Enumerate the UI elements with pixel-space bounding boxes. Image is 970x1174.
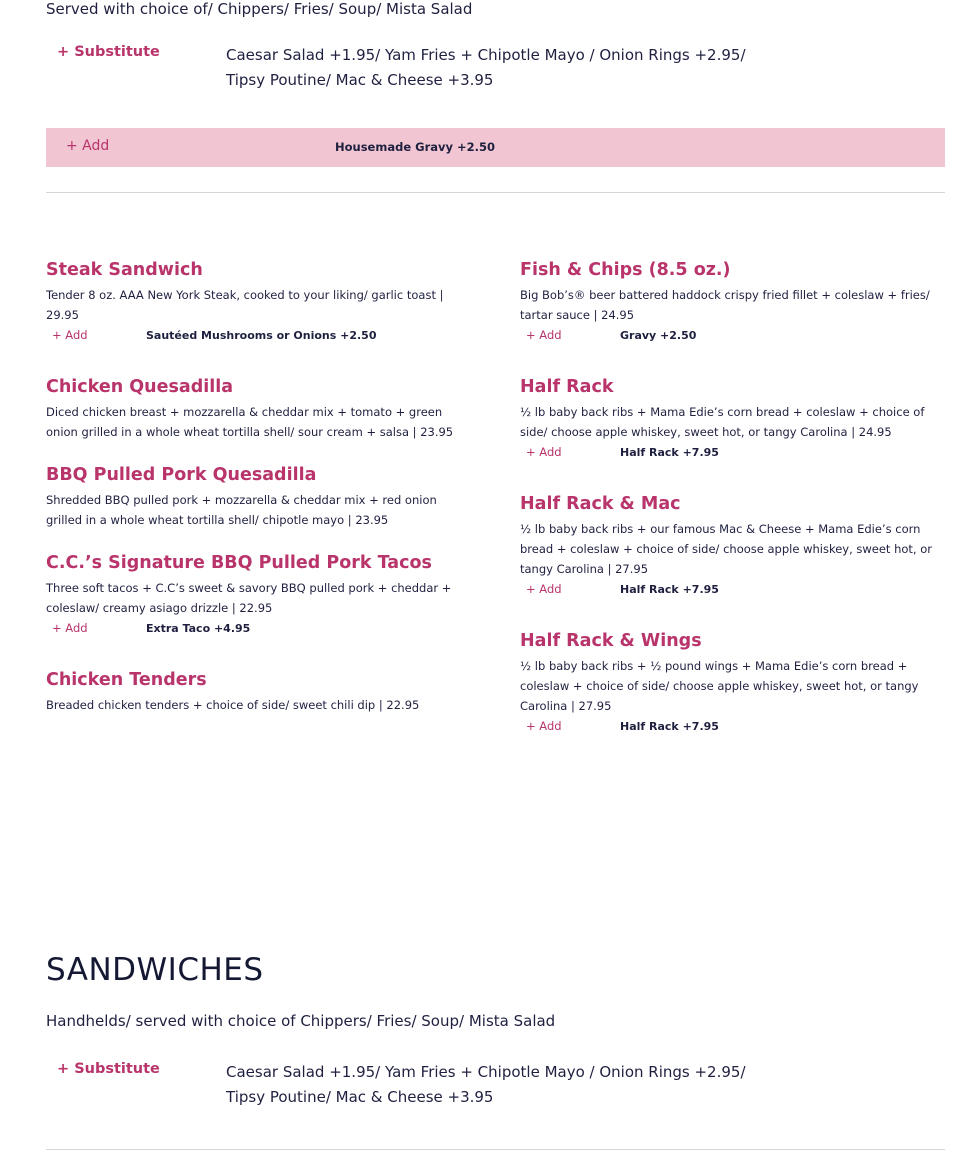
add-label: + Add bbox=[52, 328, 88, 342]
item-description: ½ lb baby back ribs + Mama Edie’s corn bread + coleslaw + choice of side/ choose apple whiskey, sweet hot, or tangy Carolina | 24.95 bbox=[520, 405, 925, 439]
add-label: + Add bbox=[526, 328, 562, 342]
add-value: Half Rack +7.95 bbox=[620, 583, 719, 596]
section-title: SANDWICHES bbox=[46, 952, 264, 988]
add-on-row bbox=[46, 326, 476, 348]
add-label: + Add bbox=[526, 445, 562, 459]
item-name: Half Rack & Wings bbox=[520, 631, 702, 651]
menu-item-chicken-quesadilla bbox=[46, 375, 476, 442]
item-name: Chicken Quesadilla bbox=[46, 377, 234, 397]
menu-item-half-rack-and-wings bbox=[520, 629, 945, 739]
item-description: Three soft tacos + C.C’s sweet & savory BBQ pulled pork + cheddar + coleslaw/ creamy asiago drizzle | 22.95 bbox=[46, 581, 452, 615]
add-label: + Add bbox=[66, 138, 110, 154]
item-description: Diced chicken breast + mozzarella & cheddar mix + tomato + green onion grilled in a whole wheat tortilla shell/ sour cream + salsa | 23.95 bbox=[46, 405, 454, 439]
section-subtitle: Handhelds/ served with choice of Chippers/ Fries/ Soup/ Mista Salad bbox=[46, 1012, 556, 1030]
add-on-row bbox=[520, 443, 945, 465]
item-description: Big Bob’s® beer battered haddock crispy fried fillet + coleslaw + fries/ tartar sauce | 24.95 bbox=[520, 288, 930, 322]
item-description: ½ lb baby back ribs + our famous Mac & Cheese + Mama Edie’s corn bread + coleslaw + choice of side/ choose apple whiskey, sweet hot, or tangy Carolina | 27.95 bbox=[520, 522, 933, 576]
menu-item-chicken-tenders bbox=[46, 668, 476, 715]
add-value: Housemade Gravy +2.50 bbox=[335, 140, 496, 154]
item-name: Steak Sandwich bbox=[46, 260, 203, 280]
item-description: Shredded BBQ pulled pork + mozzarella & cheddar mix + red onion grilled in a whole wheat tortilla shell/ chipotle mayo | 23.95 bbox=[46, 493, 437, 527]
divider bbox=[46, 192, 945, 193]
add-value: Half Rack +7.95 bbox=[620, 720, 719, 733]
menu-item-fish-and-chips bbox=[520, 258, 945, 348]
add-gravy-band bbox=[46, 128, 945, 167]
substitute-label: + Substitute bbox=[57, 44, 160, 60]
add-value: Half Rack +7.95 bbox=[620, 446, 719, 459]
add-label: + Add bbox=[52, 621, 88, 635]
menu-item-steak-sandwich bbox=[46, 258, 476, 348]
substitute-options: Caesar Salad +1.95/ Yam Fries + Chipotle Mayo / Onion Rings +2.95/ Tipsy Poutine/ Mac & Cheese +3.95 bbox=[226, 1063, 746, 1106]
menu-item-half-rack-and-mac bbox=[520, 492, 945, 602]
item-name: C.C.’s Signature BBQ Pulled Pork Tacos bbox=[46, 553, 432, 573]
add-value: Extra Taco +4.95 bbox=[146, 622, 251, 635]
add-on-row bbox=[520, 326, 945, 348]
item-name: BBQ Pulled Pork Quesadilla bbox=[46, 465, 317, 485]
item-name: Chicken Tenders bbox=[46, 670, 207, 690]
substitute-options: Caesar Salad +1.95/ Yam Fries + Chipotle Mayo / Onion Rings +2.95/ Tipsy Poutine/ Mac & Cheese +3.95 bbox=[226, 46, 746, 89]
menu-item-half-rack bbox=[520, 375, 945, 465]
item-name: Half Rack & Mac bbox=[520, 494, 681, 514]
served-with-text: Served with choice of/ Chippers/ Fries/ Soup/ Mista Salad bbox=[46, 0, 473, 18]
item-name: Half Rack bbox=[520, 377, 614, 397]
add-value: Gravy +2.50 bbox=[620, 329, 697, 342]
item-description: Tender 8 oz. AAA New York Steak, cooked to your liking/ garlic toast | 29.95 bbox=[46, 288, 444, 322]
item-description: Breaded chicken tenders + choice of side/ sweet chili dip | 22.95 bbox=[46, 698, 420, 712]
add-on-row bbox=[46, 619, 476, 641]
add-value: Sautéed Mushrooms or Onions +2.50 bbox=[146, 329, 377, 342]
divider bbox=[46, 1149, 945, 1150]
item-name: Fish & Chips (8.5 oz.) bbox=[520, 260, 731, 280]
substitute-label: + Substitute bbox=[57, 1061, 160, 1077]
add-on-row bbox=[520, 717, 945, 739]
add-on-row bbox=[520, 580, 945, 602]
add-label: + Add bbox=[526, 582, 562, 596]
menu-item-bbq-pulled-pork-tacos bbox=[46, 551, 476, 641]
add-label: + Add bbox=[526, 719, 562, 733]
menu-item-bbq-pulled-pork-quesadilla bbox=[46, 463, 476, 530]
item-description: ½ lb baby back ribs + ½ pound wings + Mama Edie’s corn bread + coleslaw + choice of side/ choose apple whiskey, sweet hot, or tangy Carolina | 27.95 bbox=[520, 659, 919, 713]
